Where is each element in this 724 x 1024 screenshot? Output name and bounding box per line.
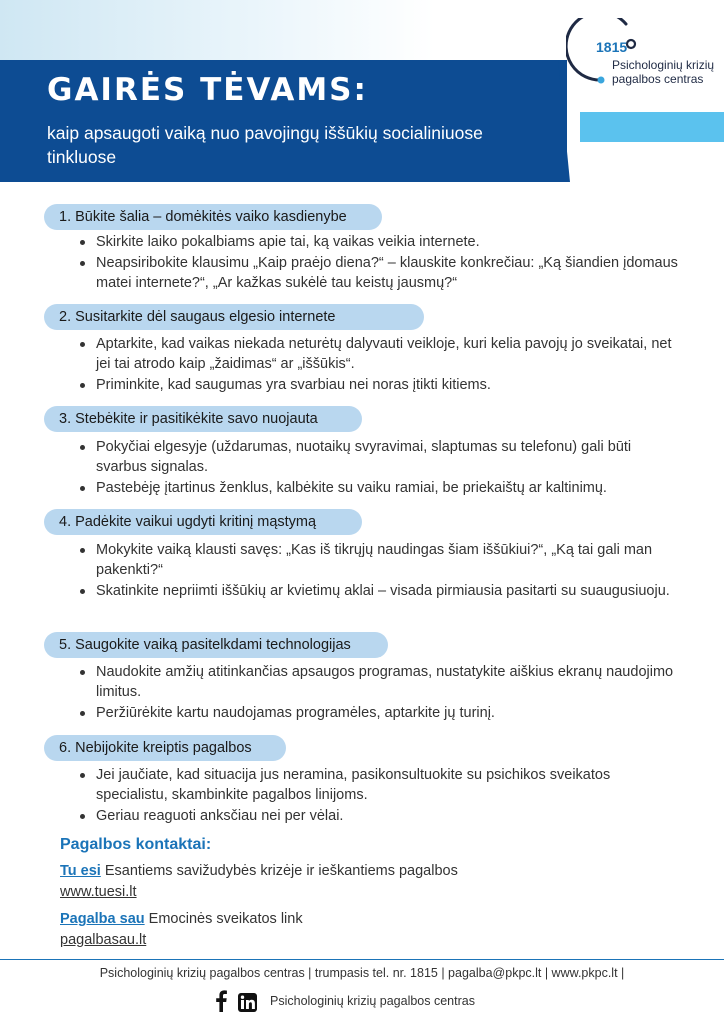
contact-description: Esantiems savižudybės krizėje ir ieškantiems pagalbos: [104, 863, 458, 879]
contact-url-link[interactable]: www.tuesi.lt: [60, 884, 137, 900]
footer-divider: [0, 959, 724, 960]
contact-description: Emocinės sveikatos link: [148, 911, 303, 927]
section-list: [78, 232, 678, 294]
list-item: Pokyčiai elgesyje (uždarumas, nuotaikų svyravimai, slaptumas su telefonu) gali būti svarbus signalas.: [78, 437, 678, 477]
list-item: Geriau reaguoti anksčiau nei per vėlai.: [78, 806, 678, 826]
list-item: Pastebėję įtartinus ženklus, kalbėkite su vaiku ramiai, be priekaištų ar kaltinimų.: [78, 478, 678, 498]
list-item: Jei jaučiate, kad situacija jus neramina, pasikonsultuokite su psichikos sveikatos specialistu, skambinkite pagalbos linijoms.: [78, 765, 678, 805]
list-item: Aptarkite, kad vaikas niekada neturėtų dalyvauti veikloje, kuri kelia pavojų jo sveikatai, net jei tai atrodo kaip „žaidimas“ ar „iššūkis“.: [78, 334, 678, 374]
section-heading: 5. Saugokite vaiką pasitelkdami technologijas: [44, 632, 388, 658]
section-heading: 6. Nebijokite kreiptis pagalbos: [44, 735, 286, 761]
contact-name-link[interactable]: Tu esi: [60, 863, 101, 879]
list-item: Naudokite amžių atitinkančias apsaugos programas, nustatykite aiškius ekranų naudojimo limitus.: [78, 662, 678, 702]
section-list: [78, 540, 678, 602]
section-heading: 2. Susitarkite dėl saugaus elgesio internete: [44, 304, 424, 330]
list-item: Priminkite, kad saugumas yra svarbiau nei noras įtikti kitiems.: [78, 375, 678, 395]
logo-text: Psichologinių krizių pagalbos centras: [612, 58, 715, 86]
contact-tuesi: [60, 861, 458, 903]
section-list: [78, 662, 678, 724]
list-item: Mokykite vaiką klausti savęs: „Kas iš tikrųjų naudingas šiam iššūkiui?“, „Ką tai gali man pakenkti?“: [78, 540, 678, 580]
linkedin-icon[interactable]: [238, 993, 257, 1012]
section-heading: 1. Būkite šalia – domėkitės vaiko kasdienybe: [44, 204, 382, 230]
page-subtitle: kaip apsaugoti vaiką nuo pavojingų iššūkių socialiniuose tinkluose: [47, 123, 483, 167]
page-title: GAIRĖS TĖVAMS:: [47, 72, 368, 108]
footer-contact-line: Psichologinių krizių pagalbos centras | trumpasis tel. nr. 1815 | pagalba@pkpc.lt | www.pkpc.lt |: [99, 966, 625, 980]
contact-url-link[interactable]: pagalbasau.lt: [60, 932, 147, 948]
social-label: Psichologinių krizių pagalbos centras: [270, 994, 475, 1008]
facebook-icon[interactable]: [214, 990, 228, 1012]
list-item: Skirkite laiko pokalbiams apie tai, ką vaikas veikia internete.: [78, 232, 678, 252]
accent-strip: [580, 112, 724, 142]
contact-pagalbasau: [60, 909, 303, 951]
list-item: Peržiūrėkite kartu naudojamas programėles, aptarkite jų turinį.: [78, 703, 678, 723]
contacts-title: Pagalbos kontaktai:: [60, 836, 212, 853]
section-heading: 3. Stebėkite ir pasitikėkite savo nuojauta: [44, 406, 362, 432]
section-list: [78, 334, 678, 396]
section-list: [78, 765, 678, 827]
contact-name-link[interactable]: Pagalba sau: [60, 911, 145, 927]
logo-number: 1815: [596, 39, 628, 55]
list-item: Neapsiribokite klausimu „Kaip praėjo diena?“ – klauskite konkrečiau: „Ką šiandien įdomaus matei internete?“, „Ar kažkas sukėlė tau keistų jausmų?“: [78, 253, 678, 293]
list-item: Skatinkite nepriimti iššūkių ar kvietimų aklai – visada pirmiausia pasitarti su suaugusiuoju.: [78, 581, 678, 601]
section-list: [78, 437, 678, 499]
section-heading: 4. Padėkite vaikui ugdyti kritinį mąstymą: [44, 509, 362, 535]
